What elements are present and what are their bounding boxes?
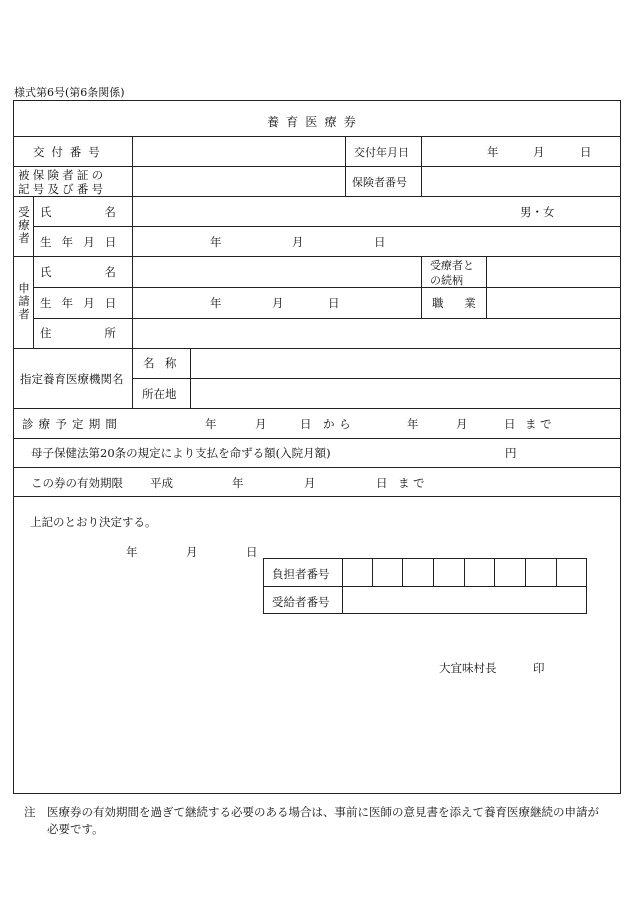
issue-month-unit: 月 bbox=[533, 145, 545, 159]
relation-label-2: の続柄 bbox=[430, 274, 463, 287]
applicant-name-label: 氏名 bbox=[40, 265, 169, 279]
applicant-dob-day: 日 bbox=[328, 296, 340, 310]
table-rule bbox=[33, 196, 34, 348]
decision-text: 上記のとおり決定する。 bbox=[30, 515, 157, 529]
period-until-text: まで bbox=[525, 417, 555, 431]
payment-text: 母子保健法第20条の規定により支払を命ずる額(入院月額) bbox=[31, 446, 331, 460]
validity-until-text: まで bbox=[398, 476, 428, 490]
facility-label: 指定養育医療機関名 bbox=[20, 372, 124, 386]
table-rule bbox=[13, 438, 621, 439]
applicant-dob-year: 年 bbox=[210, 296, 222, 310]
table-rule bbox=[190, 348, 191, 408]
table-rule bbox=[433, 558, 434, 586]
patient-dob-label: 生年月日 bbox=[40, 235, 127, 249]
insurance-cert-label-1: 被保険者証の bbox=[18, 168, 107, 182]
decision-year: 年 bbox=[126, 545, 138, 559]
table-rule bbox=[13, 348, 621, 349]
table-rule bbox=[33, 226, 621, 227]
issue-date-label: 交付年月日 bbox=[354, 146, 409, 159]
table-rule bbox=[132, 136, 133, 256]
decision-day: 日 bbox=[246, 545, 258, 559]
payer-number-label: 負担者番号 bbox=[272, 567, 330, 581]
occupation-label: 職業 bbox=[432, 296, 497, 310]
table-rule bbox=[372, 558, 373, 586]
table-rule bbox=[33, 318, 621, 319]
issue-number-label: 交付番号 bbox=[33, 145, 107, 159]
validity-label: この券の有効期限 bbox=[31, 476, 123, 490]
table-rule bbox=[421, 256, 422, 318]
table-rule bbox=[464, 558, 465, 586]
table-rule bbox=[402, 558, 403, 586]
decision-month: 月 bbox=[186, 545, 198, 559]
table-rule bbox=[494, 558, 495, 586]
table-rule bbox=[13, 256, 621, 257]
issue-day-unit: 日 bbox=[580, 145, 592, 159]
table-rule bbox=[33, 287, 621, 288]
period-from-month: 月 bbox=[255, 417, 267, 431]
applicant-dob-label: 生年月日 bbox=[40, 296, 127, 310]
form-title: 養育医療券 bbox=[266, 115, 363, 129]
form-number: 様式第6号(第6条関係) bbox=[14, 86, 125, 99]
table-rule bbox=[13, 136, 621, 137]
period-to-month: 月 bbox=[456, 417, 468, 431]
period-from-text: から bbox=[323, 417, 356, 431]
applicant-dob-month: 月 bbox=[272, 296, 284, 310]
validity-year: 年 bbox=[232, 476, 244, 490]
note-line-1: 医療券の有効期間を過ぎて継続する必要のある場合は、事前に医師の意見書を添えて養育医療継続の申請が bbox=[47, 805, 599, 819]
table-rule bbox=[13, 496, 621, 497]
period-to-year: 年 bbox=[407, 417, 419, 431]
patient-dob-day: 日 bbox=[374, 235, 386, 249]
applicant-address-label: 住所 bbox=[40, 326, 169, 340]
validity-day: 日 bbox=[376, 476, 388, 490]
table-rule bbox=[133, 378, 621, 379]
seal-text: 印 bbox=[533, 661, 545, 675]
relation-label-1: 受療者と bbox=[430, 259, 474, 272]
table-rule bbox=[421, 136, 422, 196]
table-rule bbox=[525, 558, 526, 586]
note-marker: 注 bbox=[24, 805, 36, 819]
mayor-text: 大宜味村長 bbox=[439, 661, 497, 675]
table-rule bbox=[556, 558, 557, 586]
patient-dob-month: 月 bbox=[292, 235, 304, 249]
period-to-day: 日 bbox=[504, 417, 516, 431]
table-rule bbox=[13, 408, 621, 409]
insurer-number-label: 保険者番号 bbox=[352, 176, 407, 189]
patient-name-label: 氏名 bbox=[40, 205, 169, 219]
applicant-group-label: 申請者 bbox=[18, 281, 30, 321]
table-rule bbox=[13, 467, 621, 468]
issue-year-unit: 年 bbox=[487, 145, 499, 159]
table-rule bbox=[345, 136, 346, 196]
patient-sex: 男・女 bbox=[520, 205, 555, 219]
validity-month: 月 bbox=[304, 476, 316, 490]
period-label: 診療予定期間 bbox=[22, 417, 123, 431]
insurance-cert-label-2: 記号及び番号 bbox=[18, 182, 107, 196]
table-rule bbox=[342, 558, 343, 614]
period-from-day: 日 bbox=[300, 417, 312, 431]
recipient-number-label: 受給者番号 bbox=[272, 595, 330, 609]
patient-group-label: 受療者 bbox=[18, 205, 30, 245]
note-line-2: 必要です。 bbox=[47, 822, 104, 836]
period-from-year: 年 bbox=[205, 417, 217, 431]
facility-location-label: 所在地 bbox=[142, 387, 177, 401]
table-rule bbox=[263, 586, 587, 587]
validity-era: 平成 bbox=[150, 476, 173, 490]
patient-dob-year: 年 bbox=[210, 235, 222, 249]
facility-name-label: 名称 bbox=[143, 356, 187, 370]
yen-unit: 円 bbox=[505, 446, 517, 460]
